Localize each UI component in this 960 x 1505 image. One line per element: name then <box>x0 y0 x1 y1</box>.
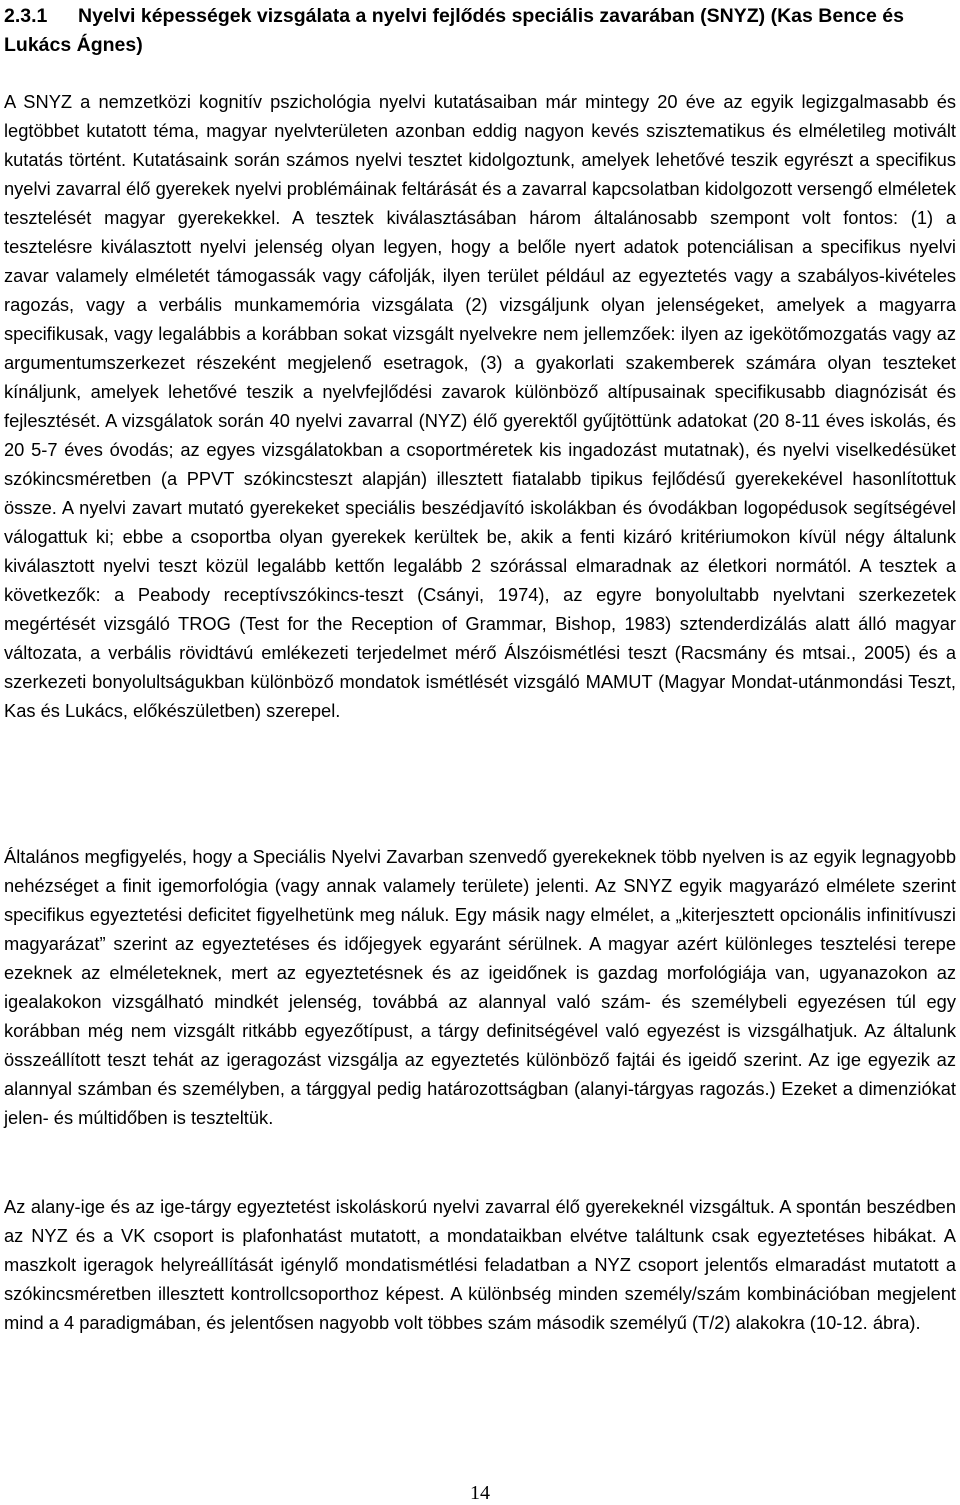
section-title: Nyelvi képességek vizsgálata a nyelvi fejlődés speciális zavarában (SNYZ) (Kas Bence és Lukács Ágnes) <box>4 5 904 56</box>
section-number: 2.3.1 <box>4 5 48 27</box>
section-heading <box>4 2 956 60</box>
paragraph: A SNYZ a nemzetközi kognitív pszichológia nyelvi kutatásaiban már mintegy 20 éve az egyik legizgalmasabb és legtöbbet kutatott téma, magyar nyelvterületen azonban eddig nagyon kevés szisztematikus és elméletileg motivált kutatás történt. Kutatásaink során számos nyelvi tesztet kidolgoztunk, amelyek lehetővé teszik egyrészt a specifikus nyelvi zavarral élő gyerekek nyelvi problémáinak feltárását és a zavarral kapcsolatban kidolgozott versengő elméletek tesztelését magyar gyerekekkel. A tesztek kiválasztásában három általánosabb szempont volt fontos: (1) a tesztelésre kiválasztott nyelvi jelenség olyan legyen, hogy a belőle nyert adatok potenciálisan a specifikus nyelvi zavar valamely elméletét támogassák vagy cáfolják, ilyen terület például az egyeztetés vagy a szabályos-kivételes ragozás, vagy a verbális munkamemória vizsgálata (2) vizsgáljunk olyan jelenségeket, amelyek a magyarra specifikusak, vagy legalábbis a korábban sokat vizsgált nyelvekre nem jellemzőek: ilyen az igekötőmozgatás vagy az argumentumszerkezet részeként megjelenő esetragok, (3) a gyakorlati szakemberek számára olyan teszteket kínáljunk, amelyek lehetővé teszik a nyelvfejlődési zavarok különböző altípusainak specifikusabb diagnózisát és fejlesztését. A vizsgálatok során 40 nyelvi zavarral (NYZ) élő gyerektől gyűjtöttünk adatokat (20 8-11 éves iskolás, és 20 5-7 éves óvodás; az egyes vizsgálatokban a csoportméretek kis ingadozást mutatnak), és nyelvi viselkedésüket szókincsméretben (a PPVT szókincsteszt alapján) illesztett fiatalabb tipikus fejlődésű gyerekekével hasonlítottuk össze. A nyelvi zavart mutató gyerekeket speciális beszédjavító iskolákban és óvodákban logopédusok segítségével válogattuk ki; ebbe a csoportba olyan gyerekek kerültek be, akik a fenti kizáró kritériumokon kívül négy általunk kiválasztott nyelvi teszt közül legalább kettőn legalább 2 szórással elmaradnak az életkori normától. A tesztek a következők: a Peabody receptívszókincs-teszt (Csányi, 1974), az egyre bonyolultabb nyelvtani szerkezetek megértését vizsgáló TROG (Test for the Reception of Grammar, Bishop, 1983) sztenderdizálás alatt álló magyar változata, a verbális rövidtávú emlékezeti terjedelmet mérő Álszóismétlési teszt (Racsmány és mtsai., 2005) és a szerkezeti bonyolultságukban különböző mondatok ismétlését vizsgáló MAMUT (Magyar Mondat-utánmondási Teszt, Kas és Lukács, előkészületben) szerepel. <box>4 91 956 721</box>
page-number: 14 <box>470 1482 490 1504</box>
paragraph: Az alany-ige és az ige-tárgy egyeztetést iskoláskorú nyelvi zavarral élő gyerekeknél vizsgáltuk. A spontán beszédben az NYZ és a VK csoport is plafonhatást mutatott, a mondataikban elvétve találtunk csak egyeztetéses hibákat. A maszkolt igeragok helyreállítását igénylő mondatismétlési feladatban a NYZ csoport jelentős elmaradást mutatott a szókincsméretben illesztett kontrollcsoporthoz képest. A különbség minden személy/szám kombinációban megjelent mind a 4 paradigmában, és jelentősen nagyobb volt többes szám második személyű (T/2) alakokra (10-12. ábra). <box>4 1196 956 1333</box>
paragraph: Általános megfigyelés, hogy a Speciális Nyelvi Zavarban szenvedő gyerekeknek több nyelven is az egyik legnagyobb nehézséget a finit igemorfológia (vagy annak valamely területe) jelenti. Az SNYZ egyik magyarázó elmélete szerint specifikus egyeztetési deficitet figyelhetünk meg náluk. Egy másik nagy elmélet, a „kiterjesztett opcionális infinitívuszi magyarázat” szerint az egyeztetéses és időjegyek egyaránt sérülnek. A magyar azért különleges tesztelési terepe ezeknek az elméleteknek, mert az egyeztetésnek és az igeidőnek is gazdag morfológiája van, ugyanazokon az igealakokon vizsgálható mindkét jelenség, továbbá az alannyal való szám- és személybeli egyezésen túl egy korábban még nem vizsgált ritkább egyezőtípust, a tárgy definitségével való egyezést is vizsgálhatjuk. Az általunk összeállított teszt tehát az igeragozást vizsgálja az egyeztetés különböző fajtái és igeidő szerint. Az ige egyezik az alannyal számban és személyben, a tárggyal pedig határozottságban (alanyi-tárgyas ragozás.) Ezeket a dimenziókat jelen- és múltidőben is teszteltük. <box>4 846 956 1128</box>
